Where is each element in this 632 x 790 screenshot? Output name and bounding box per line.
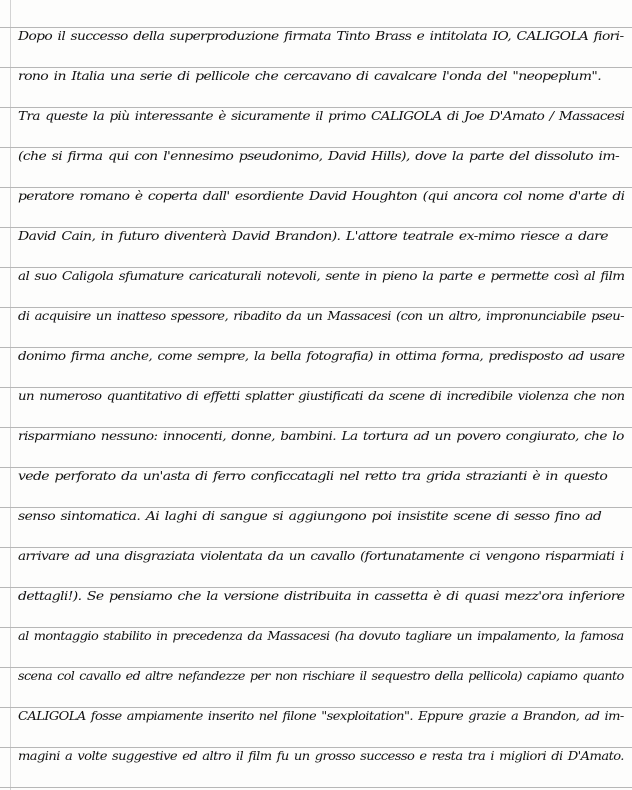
text-line: peratore romano è coperta dall' esordiente David Houghton (qui ancora col nome d'arte di [18, 188, 625, 203]
rule-line [0, 787, 632, 788]
text-line: al montaggio stabilito in precedenza da Massacesi (ha dovuto tagliare un impalamento, la famosa [18, 628, 624, 643]
text-line: senso sintomatica. Ai laghi di sangue si aggiungono poi insistite scene di sesso fino ad [18, 508, 602, 523]
text-line: Dopo il successo della superproduzione firmata Tinto Brass e intitolata IO, CALIGOLA fiori- [18, 28, 624, 43]
margin-line [10, 0, 11, 790]
text-line: scena col cavallo ed altre nefandezze per non rischiare il sequestro della pellicola) capiamo quanto [18, 668, 624, 683]
text-line: arrivare ad una disgraziata violentata da un cavallo (fortunatamente ci vengono risparmiati i [18, 548, 624, 563]
text-line: dettagli!). Se pensiamo che la versione distribuita in cassetta è di quasi mezz'ora inferiore [18, 588, 625, 603]
text-line: donimo firma anche, come sempre, la bella fotografia) in ottima forma, predisposto ad usare [18, 348, 625, 363]
text-line: David Cain, in futuro diventerà David Brandon). L'attore teatrale ex-mimo riesce a dare [18, 228, 608, 243]
text-line: di acquisire un inatteso spessore, ribadito da un Massacesi (con un altro, impronunciabile pseu- [18, 308, 624, 323]
text-line: al suo Caligola sfumature caricaturali notevoli, sente in pieno la parte e permette così al film [18, 268, 625, 283]
text-line: un numeroso quantitativo di effetti splatter giustificati da scene di incredibile violenza che non [18, 388, 625, 403]
text-line: rono in Italia una serie di pellicole che cercavano di cavalcare l'onda del "neopeplum". [18, 68, 602, 83]
text-line: magini a volte suggestive ed altro il film fu un grosso successo e resta tra i migliori di D'Amato. [18, 748, 624, 763]
text-line: CALIGOLA fosse ampiamente inserito nel filone "sexploitation". Eppure grazie a Brandon, ad im- [18, 708, 624, 723]
text-line: vede perforato da un'asta di ferro conficcatagli nel retto tra grida strazianti è in questo [18, 468, 608, 483]
text-line: risparmiano nessuno: innocenti, donne, bambini. La tortura ad un povero congiurato, che lo [18, 428, 624, 443]
text-line: Tra queste la più interessante è sicuramente il primo CALIGOLA di Joe D'Amato / Massacesi [18, 108, 625, 123]
text-line: (che si firma qui con l'ennesimo pseudonimo, David Hills), dove la parte del dissoluto im- [18, 148, 620, 163]
